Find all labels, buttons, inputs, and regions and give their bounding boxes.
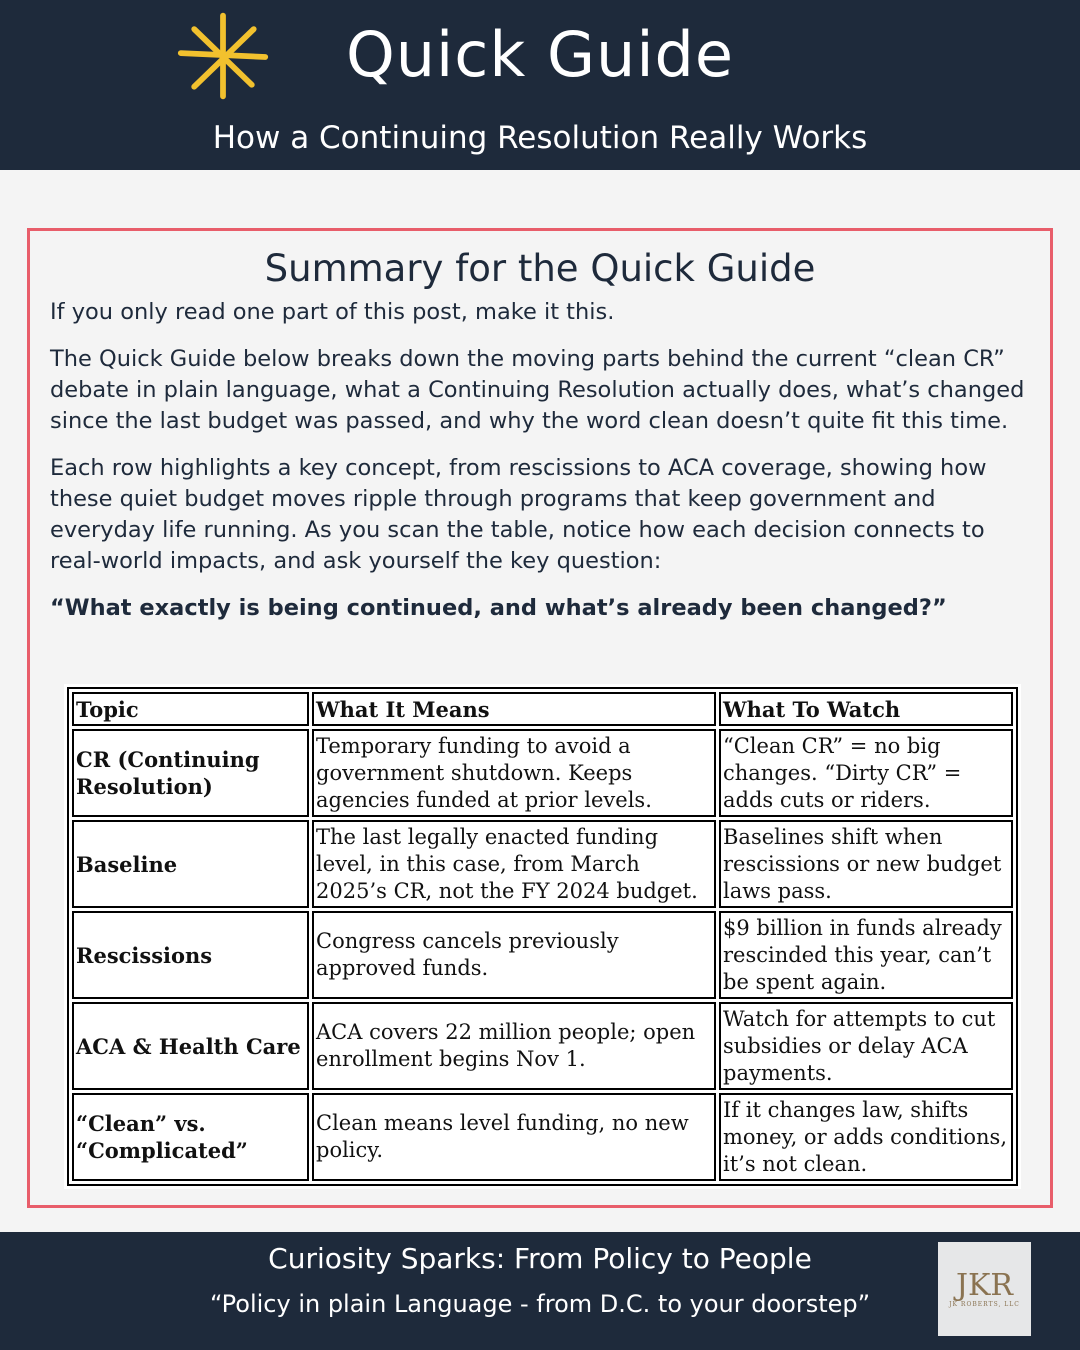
logo-subtext: JK ROBERTS, LLC xyxy=(949,1300,1020,1308)
page-subtitle: How a Continuing Resolution Really Works xyxy=(212,120,868,156)
watch-cell: $9 billion in funds already rescinded this year, can’t be spent again. xyxy=(719,911,1013,999)
footer-tagline: Curiosity Sparks: From Policy to People xyxy=(268,1242,812,1275)
meaning-cell: Temporary funding to avoid a government shutdown. Keeps agencies funded at prior levels. xyxy=(312,729,716,817)
logo-monogram: JKR xyxy=(955,1267,1014,1303)
footer xyxy=(0,1232,1080,1350)
watch-cell: If it changes law, shifts money, or adds conditions, it’s not clean. xyxy=(719,1093,1013,1181)
table-header-row xyxy=(72,692,1013,726)
topic-cell: ACA & Health Care xyxy=(72,1002,309,1090)
guide-table xyxy=(67,687,1018,1186)
jk-roberts-logo xyxy=(938,1242,1031,1336)
topic-cell: Baseline xyxy=(72,820,309,908)
topic-cell: CR (Continuing Resolution) xyxy=(72,729,309,817)
table-row xyxy=(72,1002,1013,1090)
page-title: Quick Guide xyxy=(345,18,735,91)
table-row xyxy=(72,729,1013,817)
paragraph: If you only read one part of this post, make it this. xyxy=(50,299,615,325)
header-cell: What To Watch xyxy=(719,692,1013,726)
meaning-cell: Congress cancels previously approved funds. xyxy=(312,911,716,999)
header-cell: What It Means xyxy=(312,692,716,726)
footer-motto: “Policy in plain Language - from D.C. to your doorstep” xyxy=(209,1290,871,1318)
summary-box xyxy=(27,228,1053,1208)
meaning-cell: The last legally enacted funding level, in this case, from March 2025’s CR, not the FY 2024 budget. xyxy=(312,820,716,908)
summary-title: Summary for the Quick Guide xyxy=(264,247,816,290)
key-question: “What exactly is being continued, and what’s already been changed?” xyxy=(50,595,947,621)
header-cell: Topic xyxy=(72,692,309,726)
header xyxy=(0,0,1080,170)
topic-cell: Rescissions xyxy=(72,911,309,999)
summary-text xyxy=(50,297,1040,640)
guide-table-wrapper xyxy=(64,684,1021,1189)
table-row xyxy=(72,1093,1013,1181)
topic-cell: “Clean” vs. “Complicated” xyxy=(72,1093,309,1181)
watch-cell: Watch for attempts to cut subsidies or delay ACA payments. xyxy=(719,1002,1013,1090)
meaning-cell: Clean means level funding, no new policy. xyxy=(312,1093,716,1181)
table-row xyxy=(72,820,1013,908)
watch-cell: “Clean CR” = no big changes. “Dirty CR” = adds cuts or riders. xyxy=(719,729,1013,817)
paragraph: Each row highlights a key concept, from rescissions to ACA coverage, showing how these quiet budget moves ripple through programs that keep government and everyday life running. As you scan the table, notice how each decision connects to real-world impacts, and ask yourself the key question: xyxy=(50,455,987,574)
table-row xyxy=(72,911,1013,999)
watch-cell: Baselines shift when rescissions or new budget laws pass. xyxy=(719,820,1013,908)
meaning-cell: ACA covers 22 million people; open enrollment begins Nov 1. xyxy=(312,1002,716,1090)
paragraph: The Quick Guide below breaks down the moving parts behind the current “clean CR” debate in plain language, what a Continuing Resolution actually does, what’s changed since the last budget was passed, and why the word clean doesn’t quite fit this time. xyxy=(50,346,1025,434)
